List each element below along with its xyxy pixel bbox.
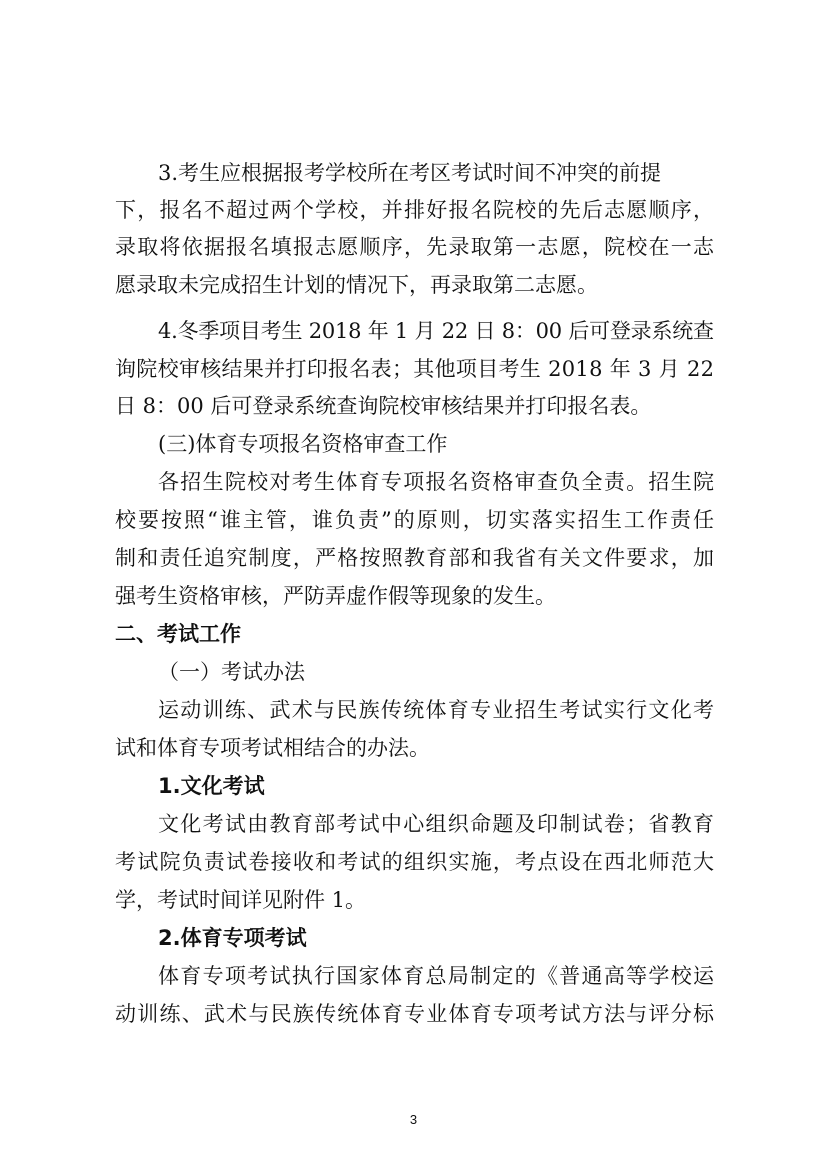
body-line: 下，报名不超过两个学校，并排好报名院校的先后志愿顺序， [115,198,716,222]
body-line: 愿录取未完成招生计划的情况下，再录取第二志愿。 [115,273,598,297]
body-line: 文化考试由教育部考试中心组织命题及印制试卷；省教育 [158,812,716,836]
subsection-heading: （一）考试办法 [158,660,305,684]
body-line: 制和责任追究制度，严格按照教育部和我省有关文件要求，加 [115,546,716,570]
subsection-heading: (三)体育专项报名资格审查工作 [158,432,448,456]
body-line: 体育专项考试执行国家体育总局制定的《普通高等学校运 [158,964,716,988]
body-line: 询院校审核结果并打印报名表；其他项目考生 2018 年 3 月 22 [115,357,715,381]
item-heading: 1.文化考试 [158,774,265,798]
body-line: 运动训练、武术与民族传统体育专业招生考试实行文化考 [158,698,716,722]
item-heading: 2.体育专项考试 [158,926,307,950]
body-line: 校要按照“谁主管，谁负责”的原则，切实落实招生工作责任 [115,508,717,532]
body-line: 动训练、武术与民族传统体育专业体育专项考试方法与评分标 [115,1002,716,1026]
body-line: 日 8：00 后可登录系统查询院校审核结果并打印报名表。 [115,394,652,418]
body-line: 强考生资格审核，严防弄虚作假等现象的发生。 [115,584,556,608]
body-line: 试和体育专项考试相结合的办法。 [115,736,430,760]
body-line: 考试院负责试卷接收和考试的组织实施，考点设在西北师范大 [115,850,716,874]
page-number: 3 [409,1112,418,1127]
body-line: 4.冬季项目考生 2018 年 1 月 22 日 8：00 后可登录系统查 [158,319,714,343]
body-line: 3.考生应根据报考学校所在考区考试时间不冲突的前提 [158,161,662,185]
body-line: 各招生院校对考生体育专项报名资格审查负全责。招生院 [158,470,716,494]
section-heading: 二、考试工作 [115,622,241,646]
body-line: 录取将依据报名填报志愿顺序，先录取第一志愿，院校在一志 [115,235,716,259]
body-line: 学，考试时间详见附件 1。 [115,888,367,912]
